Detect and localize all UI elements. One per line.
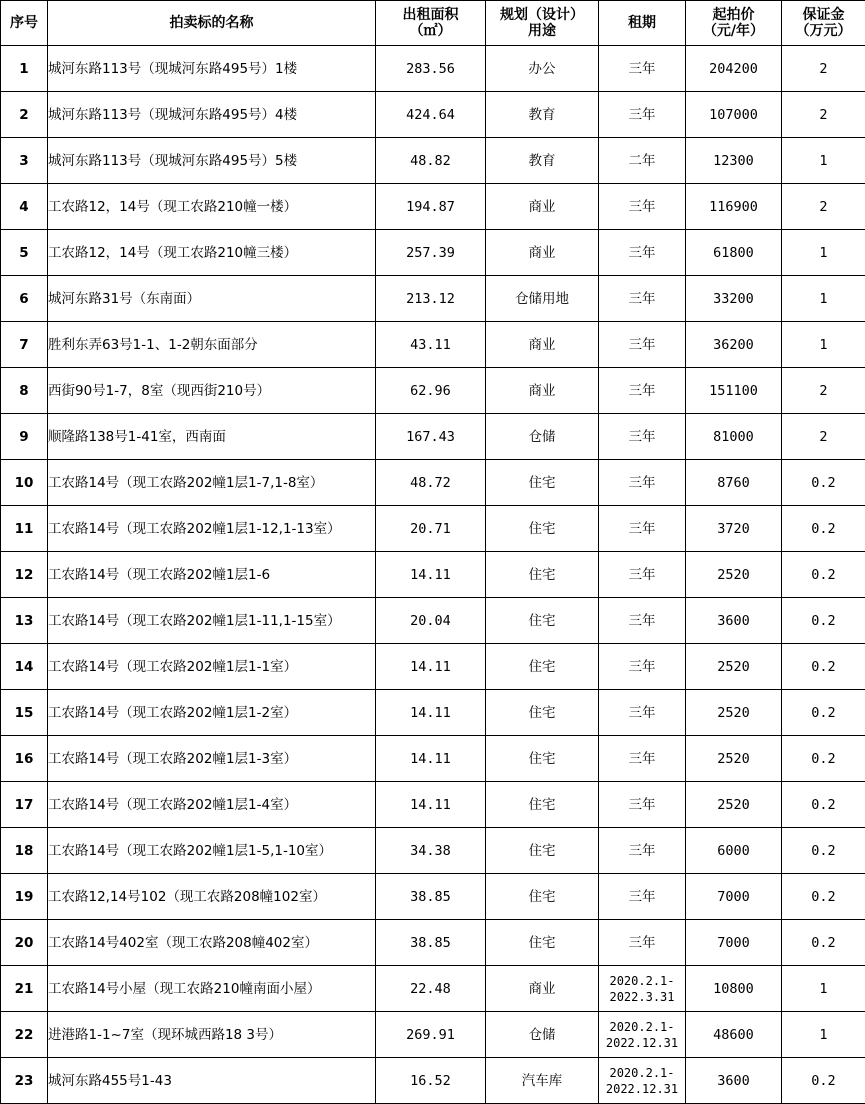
table-body <box>1 46 865 1104</box>
deposit: 1 <box>782 966 865 1012</box>
lease-term: 三年 <box>599 736 686 782</box>
deposit: 0.2 <box>782 552 865 598</box>
planned-usage: 教育 <box>486 92 599 138</box>
row-number: 6 <box>1 276 48 322</box>
planned-usage: 办公 <box>486 46 599 92</box>
property-name: 西街90号1-7，8室（现西街210号） <box>48 368 376 414</box>
row-number: 8 <box>1 368 48 414</box>
table-row <box>1 230 865 276</box>
lease-term: 三年 <box>599 230 686 276</box>
rental-area: 20.04 <box>376 598 486 644</box>
starting-price: 2520 <box>686 782 782 828</box>
header-name <box>48 1 376 46</box>
row-number: 1 <box>1 46 48 92</box>
planned-usage: 仓储 <box>486 1012 599 1058</box>
deposit: 0.2 <box>782 920 865 966</box>
lease-term: 三年 <box>599 276 686 322</box>
row-number: 4 <box>1 184 48 230</box>
rental-area: 16.52 <box>376 1058 486 1104</box>
table-row <box>1 184 865 230</box>
rental-area: 14.11 <box>376 690 486 736</box>
header-usage-label: 规划（设计） <box>500 7 584 23</box>
header-term <box>599 1 686 46</box>
lease-term-start: 2020.2.1- <box>609 1065 675 1080</box>
row-number: 9 <box>1 414 48 460</box>
lease-term-start: 2020.2.1- <box>609 1019 675 1034</box>
starting-price: 10800 <box>686 966 782 1012</box>
table-row <box>1 506 865 552</box>
planned-usage: 汽车库 <box>486 1058 599 1104</box>
lease-term: 三年 <box>599 92 686 138</box>
rental-area: 213.12 <box>376 276 486 322</box>
row-number: 10 <box>1 460 48 506</box>
rental-area: 22.48 <box>376 966 486 1012</box>
property-name: 城河东路31号（东南面） <box>48 276 376 322</box>
deposit: 0.2 <box>782 1058 865 1104</box>
table-row <box>1 644 865 690</box>
property-name: 胜利东弄63号1-1、1-2朝东面部分 <box>48 322 376 368</box>
table-row <box>1 92 865 138</box>
row-number: 23 <box>1 1058 48 1104</box>
lease-term: 三年 <box>599 552 686 598</box>
table-row <box>1 1012 865 1058</box>
table-row <box>1 598 865 644</box>
property-name: 工农路14号402室（现工农路208幢402室） <box>48 920 376 966</box>
property-name: 城河东路113号（现城河东路495号）1楼 <box>48 46 376 92</box>
property-name: 顺隆路138号1-41室，西南面 <box>48 414 376 460</box>
starting-price: 107000 <box>686 92 782 138</box>
row-number: 22 <box>1 1012 48 1058</box>
rental-area: 62.96 <box>376 368 486 414</box>
row-number: 7 <box>1 322 48 368</box>
header-price <box>686 1 782 46</box>
deposit: 0.2 <box>782 644 865 690</box>
deposit: 0.2 <box>782 598 865 644</box>
header-name-label: 拍卖标的名称 <box>169 15 254 31</box>
row-number: 13 <box>1 598 48 644</box>
deposit: 1 <box>782 1012 865 1058</box>
table-row <box>1 966 865 1012</box>
starting-price: 36200 <box>686 322 782 368</box>
deposit: 0.2 <box>782 690 865 736</box>
table-row <box>1 1058 865 1104</box>
lease-term: 三年 <box>599 506 686 552</box>
rental-area: 257.39 <box>376 230 486 276</box>
planned-usage: 住宅 <box>486 828 599 874</box>
lease-term: 三年 <box>599 828 686 874</box>
header-area-label: 出租面积 <box>402 7 459 23</box>
header-usage <box>486 1 599 46</box>
starting-price: 6000 <box>686 828 782 874</box>
rental-area: 14.11 <box>376 782 486 828</box>
header-deposit <box>782 1 865 46</box>
property-name: 工农路12，14号（现工农路210幢三楼） <box>48 230 376 276</box>
planned-usage: 住宅 <box>486 920 599 966</box>
table-row <box>1 690 865 736</box>
row-number: 20 <box>1 920 48 966</box>
starting-price: 7000 <box>686 920 782 966</box>
lease-term-start: 2020.2.1- <box>609 973 675 988</box>
property-name: 工农路14号（现工农路202幢1层1-3室） <box>48 736 376 782</box>
lease-term: 三年 <box>599 920 686 966</box>
planned-usage: 住宅 <box>486 736 599 782</box>
starting-price: 2520 <box>686 552 782 598</box>
deposit: 1 <box>782 322 865 368</box>
header-no-label: 序号 <box>10 15 38 31</box>
lease-term-end: 2022.12.31 <box>605 1035 679 1050</box>
row-number: 15 <box>1 690 48 736</box>
planned-usage: 仓储用地 <box>486 276 599 322</box>
row-number: 21 <box>1 966 48 1012</box>
property-name: 工农路14号（现工农路202幢1层1-7,1-8室） <box>48 460 376 506</box>
deposit: 2 <box>782 184 865 230</box>
rental-area: 38.85 <box>376 874 486 920</box>
header-term-label: 租期 <box>628 15 656 31</box>
deposit: 0.2 <box>782 874 865 920</box>
rental-area: 424.64 <box>376 92 486 138</box>
property-name: 工农路14号（现工农路202幢1层1-4室） <box>48 782 376 828</box>
deposit: 0.2 <box>782 460 865 506</box>
lease-term <box>599 1012 686 1058</box>
starting-price: 3600 <box>686 598 782 644</box>
planned-usage: 教育 <box>486 138 599 184</box>
header-area-unit: （㎡） <box>409 23 452 39</box>
starting-price: 48600 <box>686 1012 782 1058</box>
lease-term: 三年 <box>599 322 686 368</box>
row-number: 18 <box>1 828 48 874</box>
lease-term: 三年 <box>599 46 686 92</box>
planned-usage: 商业 <box>486 368 599 414</box>
planned-usage: 住宅 <box>486 506 599 552</box>
lease-term: 三年 <box>599 690 686 736</box>
lease-term: 三年 <box>599 782 686 828</box>
row-number: 16 <box>1 736 48 782</box>
starting-price: 3600 <box>686 1058 782 1104</box>
table-row <box>1 322 865 368</box>
lease-term: 三年 <box>599 368 686 414</box>
header-price-unit: （元/年） <box>702 23 765 39</box>
starting-price: 12300 <box>686 138 782 184</box>
starting-price: 81000 <box>686 414 782 460</box>
table-row <box>1 414 865 460</box>
lease-term: 三年 <box>599 644 686 690</box>
property-name: 工农路14号（现工农路202幢1层1-1室） <box>48 644 376 690</box>
planned-usage: 住宅 <box>486 782 599 828</box>
starting-price: 61800 <box>686 230 782 276</box>
table-row <box>1 874 865 920</box>
starting-price: 151100 <box>686 368 782 414</box>
table-row <box>1 276 865 322</box>
rental-area: 34.38 <box>376 828 486 874</box>
planned-usage: 住宅 <box>486 690 599 736</box>
starting-price: 8760 <box>686 460 782 506</box>
rental-area: 48.72 <box>376 460 486 506</box>
table-row <box>1 736 865 782</box>
deposit: 1 <box>782 230 865 276</box>
table-row <box>1 138 865 184</box>
lease-term-end: 2022.12.31 <box>605 1081 679 1096</box>
property-name: 工农路12，14号（现工农路210幢一楼） <box>48 184 376 230</box>
planned-usage: 住宅 <box>486 552 599 598</box>
property-name: 城河东路113号（现城河东路495号）5楼 <box>48 138 376 184</box>
planned-usage: 住宅 <box>486 460 599 506</box>
starting-price: 204200 <box>686 46 782 92</box>
property-name: 工农路14号（现工农路202幢1层1-2室） <box>48 690 376 736</box>
deposit: 0.2 <box>782 782 865 828</box>
lease-term: 三年 <box>599 414 686 460</box>
rental-area: 194.87 <box>376 184 486 230</box>
lease-term: 三年 <box>599 598 686 644</box>
starting-price: 7000 <box>686 874 782 920</box>
deposit: 2 <box>782 414 865 460</box>
planned-usage: 住宅 <box>486 598 599 644</box>
header-price-label: 起拍价 <box>712 7 755 23</box>
table-row <box>1 782 865 828</box>
lease-term: 三年 <box>599 184 686 230</box>
rental-area: 14.11 <box>376 736 486 782</box>
header-area <box>376 1 486 46</box>
lease-term <box>599 1058 686 1104</box>
header-usage-label-2: 用途 <box>528 23 556 39</box>
planned-usage: 仓储 <box>486 414 599 460</box>
starting-price: 2520 <box>686 644 782 690</box>
deposit: 0.2 <box>782 736 865 782</box>
row-number: 5 <box>1 230 48 276</box>
property-name: 城河东路455号1-43 <box>48 1058 376 1104</box>
rental-area: 20.71 <box>376 506 486 552</box>
lease-term: 三年 <box>599 460 686 506</box>
lease-term <box>599 966 686 1012</box>
planned-usage: 住宅 <box>486 644 599 690</box>
property-name: 工农路14号（现工农路202幢1层1-5,1-10室） <box>48 828 376 874</box>
header-deposit-label: 保证金 <box>802 7 845 23</box>
deposit: 2 <box>782 368 865 414</box>
property-name: 城河东路113号（现城河东路495号）4楼 <box>48 92 376 138</box>
starting-price: 2520 <box>686 736 782 782</box>
table-row <box>1 828 865 874</box>
property-name: 工农路14号（现工农路202幢1层1-11,1-15室） <box>48 598 376 644</box>
rental-area: 269.91 <box>376 1012 486 1058</box>
starting-price: 33200 <box>686 276 782 322</box>
planned-usage: 商业 <box>486 184 599 230</box>
planned-usage: 住宅 <box>486 874 599 920</box>
table-row <box>1 552 865 598</box>
table-row <box>1 368 865 414</box>
planned-usage: 商业 <box>486 230 599 276</box>
row-number: 19 <box>1 874 48 920</box>
deposit: 1 <box>782 138 865 184</box>
row-number: 17 <box>1 782 48 828</box>
starting-price: 116900 <box>686 184 782 230</box>
starting-price: 2520 <box>686 690 782 736</box>
property-name: 工农路14号（现工农路202幢1层1-12,1-13室） <box>48 506 376 552</box>
header-no <box>1 1 48 46</box>
row-number: 11 <box>1 506 48 552</box>
rental-area: 48.82 <box>376 138 486 184</box>
table-row <box>1 460 865 506</box>
row-number: 2 <box>1 92 48 138</box>
starting-price: 3720 <box>686 506 782 552</box>
planned-usage: 商业 <box>486 966 599 1012</box>
property-name: 工农路14号小屋（现工农路210幢南面小屋） <box>48 966 376 1012</box>
rental-area: 167.43 <box>376 414 486 460</box>
lease-term-end: 2022.3.31 <box>609 989 675 1004</box>
planned-usage: 商业 <box>486 322 599 368</box>
lease-term: 三年 <box>599 874 686 920</box>
table-row <box>1 920 865 966</box>
deposit: 2 <box>782 92 865 138</box>
header-row <box>1 1 865 46</box>
row-number: 12 <box>1 552 48 598</box>
rental-area: 14.11 <box>376 552 486 598</box>
deposit: 1 <box>782 276 865 322</box>
property-name: 工农路14号（现工农路202幢1层1-6 <box>48 552 376 598</box>
header-deposit-unit: （万元） <box>795 23 852 39</box>
rental-area: 38.85 <box>376 920 486 966</box>
rental-area: 43.11 <box>376 322 486 368</box>
property-name: 进港路1-1~7室（现环城西路18 3号） <box>48 1012 376 1058</box>
deposit: 0.2 <box>782 828 865 874</box>
row-number: 3 <box>1 138 48 184</box>
deposit: 2 <box>782 46 865 92</box>
lease-term: 二年 <box>599 138 686 184</box>
property-name: 工农路12,14号102（现工农路208幢102室） <box>48 874 376 920</box>
deposit: 0.2 <box>782 506 865 552</box>
table-row <box>1 46 865 92</box>
rental-area: 283.56 <box>376 46 486 92</box>
row-number: 14 <box>1 644 48 690</box>
rental-area: 14.11 <box>376 644 486 690</box>
